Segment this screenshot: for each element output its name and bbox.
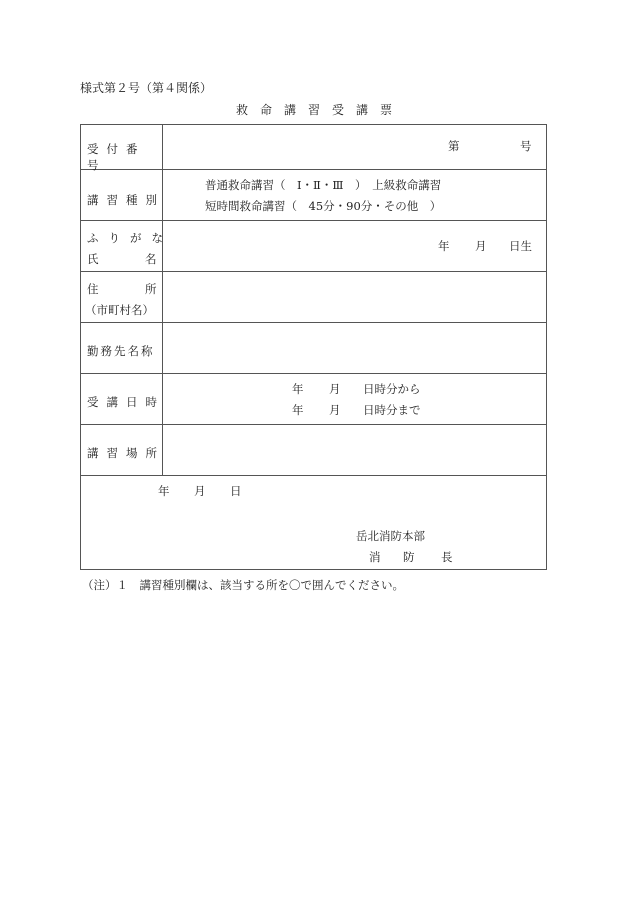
form-identifier: 様式第２号（第４関係） <box>80 81 213 95</box>
course-type-label: 講習種別 <box>87 193 165 207</box>
row-divider <box>81 322 546 323</box>
footnote: （注）１ 講習種別欄は、該当する所を〇で囲んでください。 <box>82 578 404 592</box>
name-field[interactable] <box>171 225 411 265</box>
birth-year-label: 年 <box>438 239 450 253</box>
chief-title-char-3: 長 <box>441 550 453 564</box>
birth-month-label: 月 <box>475 239 487 253</box>
issue-day-label: 日 <box>230 484 242 498</box>
reception-number-field[interactable] <box>171 133 511 161</box>
from-year-label: 年 <box>292 382 304 396</box>
from-month-label: 月 <box>329 382 341 396</box>
reception-number-label: 受付番号 <box>87 142 146 172</box>
document-title: 救命講習受講票 <box>236 103 405 117</box>
from-time-label: 日時分から <box>363 382 421 396</box>
course-type-option-short[interactable]: 短時間救命講習（ 45分・90分・その他 ） <box>205 199 442 213</box>
municipality-label: （市町村名） <box>85 303 154 317</box>
to-month-label: 月 <box>329 403 341 417</box>
venue-field[interactable] <box>171 430 541 470</box>
workplace-label: 勤務先名称 <box>87 344 155 358</box>
name-label-right: 名 <box>145 252 157 266</box>
issue-month-label: 月 <box>194 484 206 498</box>
furigana-label: ふりがな <box>87 231 173 245</box>
name-label-left: 氏 <box>87 252 99 266</box>
course-datetime-label: 受講日時 <box>87 395 165 409</box>
row-divider <box>81 220 546 221</box>
chief-title-char-1: 消 <box>369 550 381 564</box>
organization-name: 岳北消防本部 <box>356 529 425 543</box>
address-label-left: 住 <box>87 282 99 296</box>
row-divider <box>81 271 546 272</box>
column-divider <box>162 125 163 475</box>
birth-day-label: 日生 <box>509 239 532 253</box>
to-time-label: 日時分まで <box>363 403 421 417</box>
address-label-right: 所 <box>145 282 157 296</box>
row-divider <box>81 373 546 374</box>
address-field[interactable] <box>171 277 541 317</box>
row-divider <box>81 475 546 476</box>
issue-year-label: 年 <box>158 484 170 498</box>
registration-form-table <box>80 124 547 570</box>
reception-number-suffix: 号 <box>520 139 532 153</box>
course-type-option-standard[interactable]: 普通救命講習（ Ⅰ・Ⅱ・Ⅲ ） 上級救命講習 <box>205 178 442 192</box>
row-divider <box>81 424 546 425</box>
chief-title-char-2: 防 <box>403 550 415 564</box>
workplace-field[interactable] <box>171 328 541 368</box>
reception-number-prefix: 第 <box>448 139 460 153</box>
venue-label: 講習場所 <box>87 446 165 460</box>
to-year-label: 年 <box>292 403 304 417</box>
